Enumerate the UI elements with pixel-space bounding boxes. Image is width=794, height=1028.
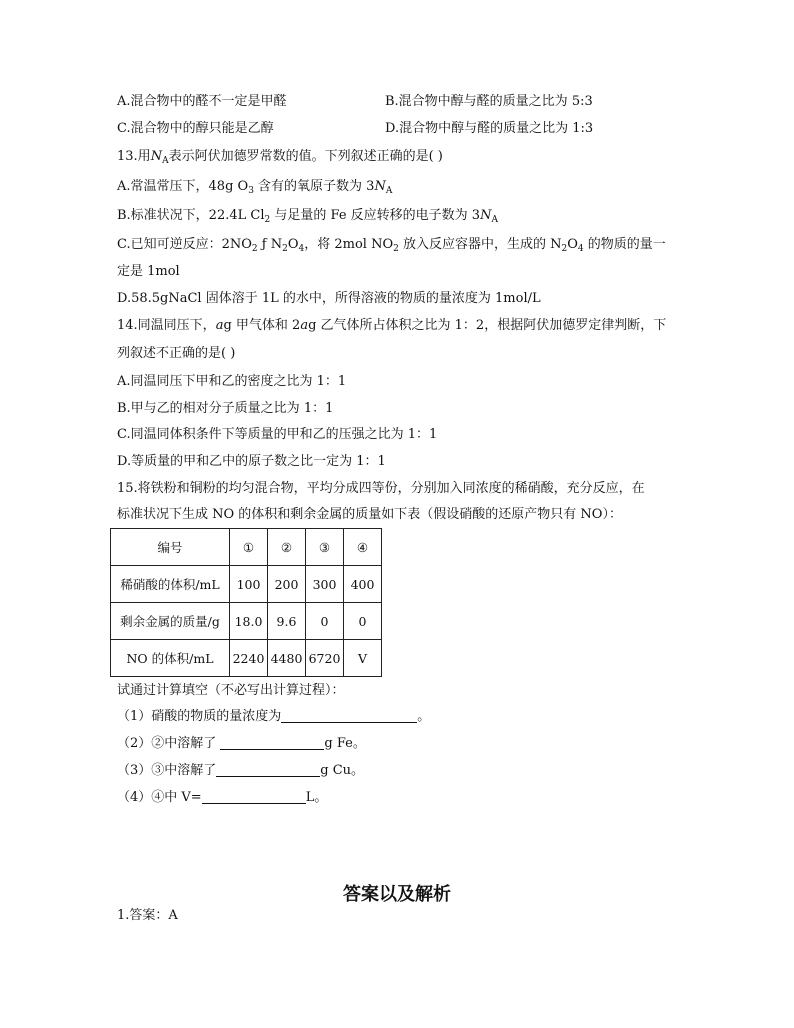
table-cell: 稀硝酸的体积/mL (111, 566, 230, 603)
q15-stem: 15.将铁粉和铜粉的均匀混合物，平均分成四等份，分别加入同浓度的稀硝酸，充分反应，在 (117, 481, 645, 496)
table-header-row (111, 529, 382, 566)
table-header-cell: ③ (306, 529, 344, 566)
table-row (111, 566, 382, 603)
table-cell: 2240 (230, 640, 268, 677)
q13-option-b: B.标准状况下，22.4L $Cl_2$ 与足量的 Fe 反应转移的电子数为 $3N_A$ (117, 208, 498, 225)
answer-blank-2[interactable] (220, 735, 324, 750)
q13-option-c: C.已知可逆反应：$2NO_2$ ƒ $N_2O_4$，将 2mol $NO_2$ 放入反应容器中，生成的 $N_2O_4$ 的物质的量一 (117, 237, 666, 254)
table-cell: 0 (344, 603, 382, 640)
table-row (111, 603, 382, 640)
q15-data-table (110, 528, 382, 677)
table-cell: V (344, 640, 382, 677)
table-cell: 0 (306, 603, 344, 640)
q15-blank-1: （1）硝酸的物质的量浓度为 。 (117, 709, 431, 724)
table-cell: 4480 (268, 640, 306, 677)
table-cell: 100 (230, 566, 268, 603)
q15-blank-2: （2）②中溶解了 g Fe。 (117, 736, 366, 751)
q14-stem-cont: 列叙述不正确的是( ) (117, 346, 236, 361)
table-row (111, 640, 382, 677)
answers-section-title: 答案以及解析 (343, 884, 451, 905)
q14-option-d: D.等质量的甲和乙中的原子数之比一定为 1：1 (117, 454, 386, 469)
table-header-cell: 编号 (111, 529, 230, 566)
q15-instruction: 试通过计算填空（不必写出计算过程）： (117, 683, 345, 698)
q14-stem: 14.同温同压下，ag 甲气体和 2ag 乙气体所占体积之比为 1：2，根据阿伏加德罗定律判断，下 (117, 318, 667, 333)
q12-option-a: A.混合物中的醛不一定是甲醛 (117, 94, 287, 109)
q13-option-c-cont: 定是 1mol (117, 264, 180, 279)
table-cell: 400 (344, 566, 382, 603)
q15-blank-4: （4）④中 V= L。 (117, 790, 328, 805)
q15-blank-3: （3）③中溶解了 g Cu。 (117, 763, 365, 778)
answer-blank-4[interactable] (202, 789, 306, 804)
table-cell: 300 (306, 566, 344, 603)
answer-blank-1[interactable] (281, 708, 417, 723)
table-cell: 6720 (306, 640, 344, 677)
answer-blank-3[interactable] (216, 762, 320, 777)
table-header-cell: ④ (344, 529, 382, 566)
answer-1: 1.答案：A (117, 908, 178, 923)
q14-option-a: A.同温同压下甲和乙的密度之比为 1：1 (117, 374, 347, 389)
q13-option-d: D.58.5gNaCl 固体溶于 1L 的水中，所得溶液的物质的量浓度为 1mol/L (117, 291, 541, 306)
table-cell: 9.6 (268, 603, 306, 640)
q13-option-a: A.常温常压下，48g $O_3$ 含有的氧原子数为 $3N_A$ (117, 179, 393, 196)
table-cell: 18.0 (230, 603, 268, 640)
table-cell: 200 (268, 566, 306, 603)
q14-option-b: B.甲与乙的相对分子质量之比为 1：1 (117, 401, 334, 416)
q13-stem: 13.用$N_A$表示阿伏加德罗常数的值。下列叙述正确的是( ) (117, 149, 443, 166)
table-cell: NO 的体积/mL (111, 640, 230, 677)
table-header-cell: ② (268, 529, 306, 566)
q12-option-c: C.混合物中的醇只能是乙醇 (117, 121, 274, 136)
q15-stem-cont: 标准状况下生成 NO 的体积和剩余金属的质量如下表（假设硝酸的还原产物只有 NO）： (117, 507, 622, 522)
table-header-cell: ① (230, 529, 268, 566)
q12-option-d: D.混合物中醇与醛的质量之比为 1:3 (385, 121, 594, 136)
q12-option-b: B.混合物中醇与醛的质量之比为 5:3 (385, 94, 593, 109)
q14-option-c: C.同温同体积条件下等质量的甲和乙的压强之比为 1：1 (117, 427, 438, 442)
table-cell: 剩余金属的质量/g (111, 603, 230, 640)
